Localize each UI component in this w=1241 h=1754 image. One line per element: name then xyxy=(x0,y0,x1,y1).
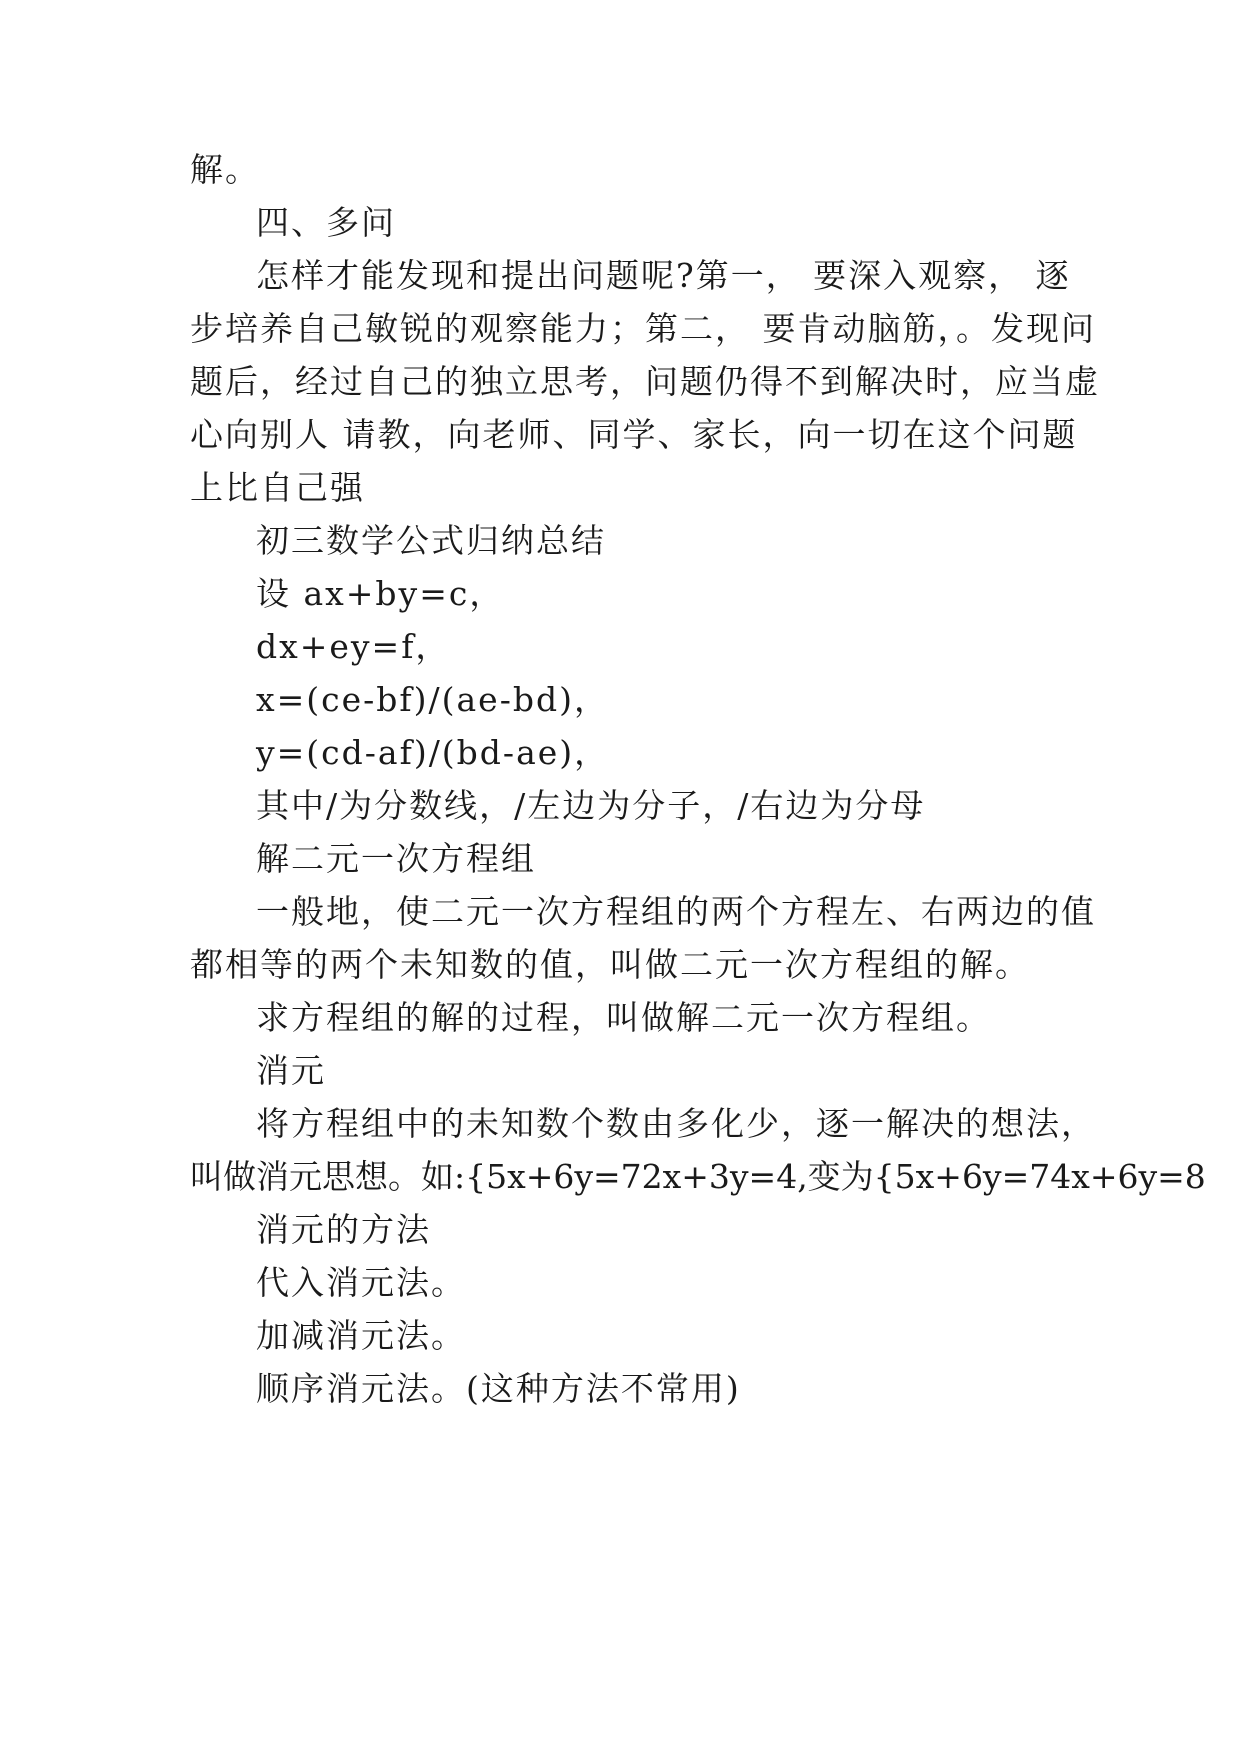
text-line: 解。 xyxy=(190,150,260,189)
text-line: 其中/为分数线，/左边为分子，/右边为分母 xyxy=(256,786,926,825)
text-line: 心向别人 请教，向老师、同学、家长，向一切在这个问题 xyxy=(190,415,1078,454)
formula-line: y=(cd-af)/(bd-ae)， xyxy=(256,733,610,772)
section-heading: 初三数学公式归纳总结 xyxy=(256,521,606,560)
text-line: 步培养自己敏锐的观察能力；第二， 要肯动脑筋，。发现问 xyxy=(190,309,1096,348)
text-line: 题后，经过自己的独立思考，问题仍得不到解决时，应当虚 xyxy=(190,362,1100,401)
formula-line: x=(ce-bf)/(ae-bd)， xyxy=(256,680,609,719)
text-line: 求方程组的解的过程，叫做解二元一次方程组。 xyxy=(256,998,991,1037)
section-heading: 四、多问 xyxy=(256,203,396,242)
section-heading: 消元的方法 xyxy=(256,1210,431,1249)
text-line: 将方程组中的未知数个数由多化少，逐一解决的想法， xyxy=(256,1104,1096,1143)
text-line: 叫做消元思想。如:{5x+6y=72x+3y=4,变为{5x+6y=74x+6y=8 xyxy=(190,1157,1206,1196)
text-line: 怎样才能发现和提出问题呢?第一， 要深入观察， 逐 xyxy=(256,256,1071,295)
text-line: 都相等的两个未知数的值，叫做二元一次方程组的解。 xyxy=(190,945,1030,984)
formula-line: dx+ey=f， xyxy=(256,627,451,666)
formula-line: 设 ax+by=c， xyxy=(256,574,505,613)
list-item: 加减消元法。 xyxy=(256,1316,466,1355)
section-heading: 解二元一次方程组 xyxy=(256,839,536,878)
text-line: 上比自己强 xyxy=(190,468,365,507)
section-heading: 消元 xyxy=(256,1051,326,1090)
list-item: 顺序消元法。(这种方法不常用) xyxy=(256,1369,741,1408)
list-item: 代入消元法。 xyxy=(256,1263,466,1302)
text-line: 一般地，使二元一次方程组的两个方程左、右两边的值 xyxy=(256,892,1096,931)
